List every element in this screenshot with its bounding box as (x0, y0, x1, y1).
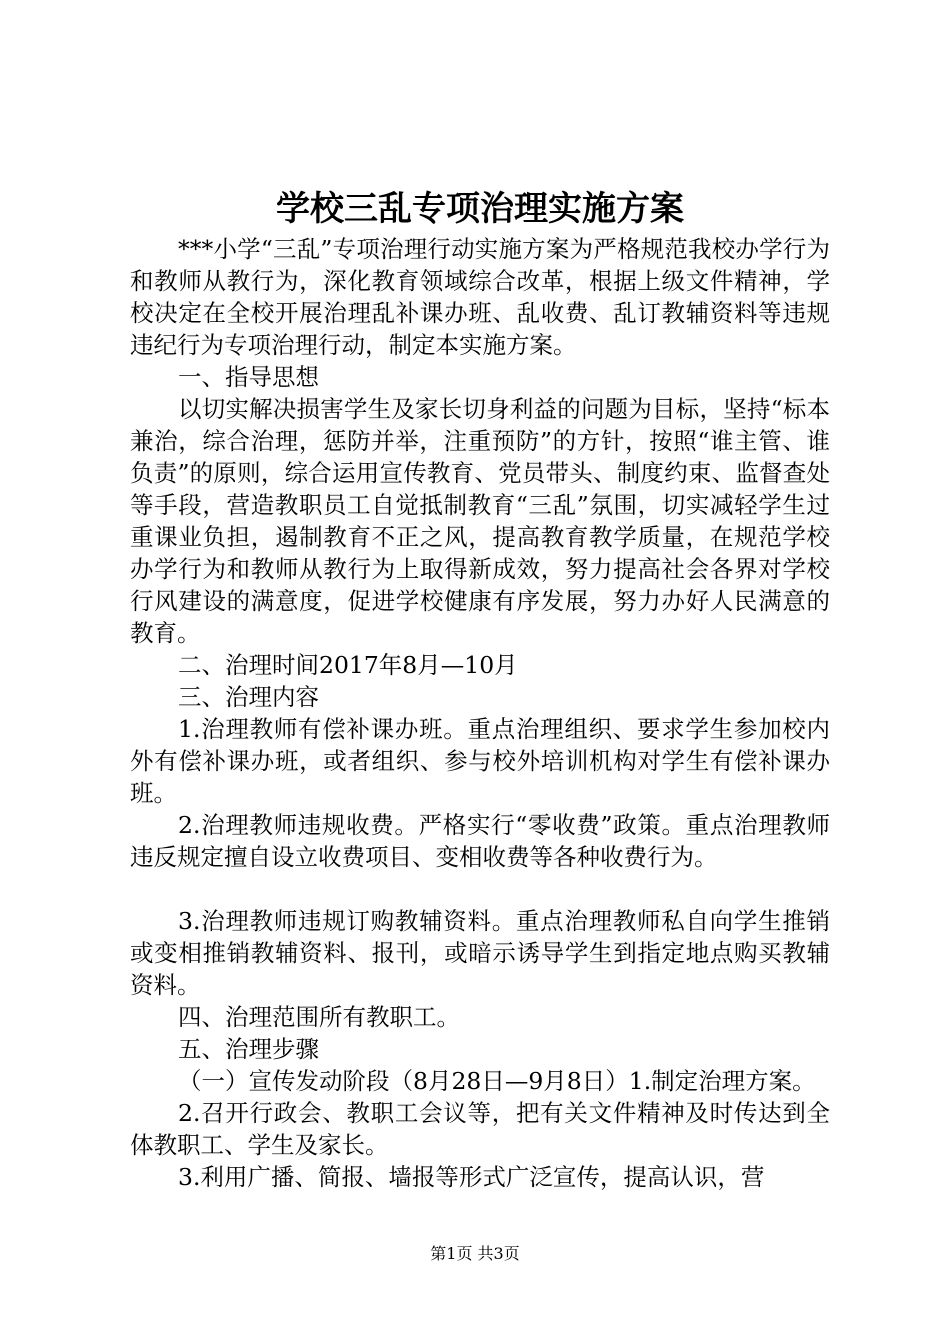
heading-governance-time: 二、治理时间2017年8月—10月 (178, 651, 518, 679)
document-body (130, 233, 830, 1193)
item-illegal-fees: 2.治理教师违规收费。严格实行“零收费”政策。重点治理教师违反规定擅自设立收费项目、变相收费等各种收费行为。 (130, 811, 830, 871)
paragraph-intro: ***小学“三乱”专项治理行动实施方案为严格规范我校办学行为和教师从教行为，深化教育领域综合改革，根据上级文件精神，学校决定在全校开展治理乱补课办班、乱收费、乱订教辅资料等违规违纪行为专项治理行动，制定本实施方案。 (130, 235, 830, 359)
document-title: 学校三乱专项治理实施方案 (276, 189, 684, 229)
item-paid-tutoring: 1.治理教师有偿补课办班。重点治理组织、要求学生参加校内外有偿补课办班，或者组织、参与校外培训机构对学生有偿补课办班。 (130, 715, 830, 807)
heading-governance-steps: 五、治理步骤 (178, 1035, 319, 1063)
item-teaching-materials: 3.治理教师违规订购教辅资料。重点治理教师私自向学生推销或变相推销教辅资料、报刊，或暗示诱导学生到指定地点购买教辅资料。 (130, 907, 830, 999)
heading-guiding-ideology: 一、指导思想 (178, 363, 319, 391)
step-meetings: 2.召开行政会、教职工会议等，把有关文件精神及时传达到全体教职工、学生及家长。 (130, 1099, 830, 1159)
heading-governance-content: 三、治理内容 (178, 683, 319, 711)
step-publicity-phase: （一）宣传发动阶段（8月28日—9月8日）1.制定治理方案。 (178, 1067, 816, 1095)
paragraph-guiding-ideology: 以切实解决损害学生及家长切身利益的问题为目标，坚持“标本兼治，综合治理，惩防并举，注重预防”的方针，按照“谁主管、谁负责”的原则，综合运用宣传教育、党员带头、制度约束、监督查处等手段，营造教职员工自觉抵制教育“三乱”氛围，切实减轻学生过重课业负担，遏制教育不正之风，提高教育教学质量，在规范学校办学行为和教师从教行为上取得新成效，努力提高社会各界对学校行风建设的满意度，促进学校健康有序发展，努力办好人民满意的教育。 (130, 395, 830, 647)
heading-governance-scope: 四、治理范围所有教职工。 (178, 1003, 460, 1031)
page-footer: 第1页 共3页 (430, 1244, 520, 1263)
step-broadcast: 3.利用广播、简报、墙报等形式广泛宣传，提高认识，营 (178, 1163, 765, 1191)
